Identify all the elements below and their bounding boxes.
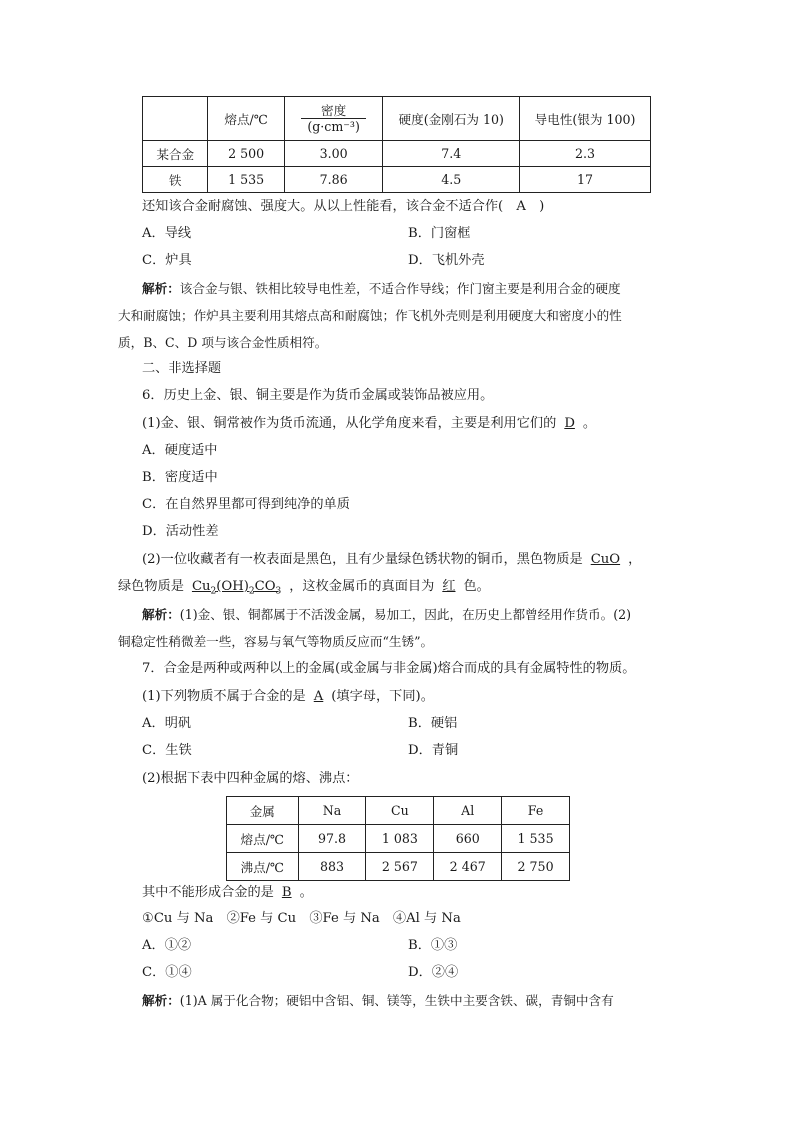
table-cell: 1 535 — [502, 825, 570, 853]
q5-stem-pre: 还知该合金耐腐蚀、强度大。从以上性能看，该合金不适合作( — [142, 199, 517, 214]
q7-option-d: D．青铜 — [408, 743, 459, 758]
table-row — [227, 825, 570, 853]
q7-part2: (2)根据下表中四种金属的熔、沸点： — [142, 771, 359, 786]
table-cell: 4.5 — [383, 167, 520, 193]
q5-option-a: A．导线 — [142, 226, 192, 241]
density-numerator: 密度 — [301, 103, 366, 119]
q6-part2-line2-mid: ，这枚金属币的真面目为 — [289, 579, 435, 594]
q6-analysis-line-2: 铜稳定性稍微差一些，容易与氧气等物质反应而“生锈”。 — [118, 634, 434, 649]
table-cell: Al — [434, 797, 502, 825]
q7-part2-q-post: 。 — [299, 885, 313, 900]
q7-part1-answer: A — [313, 689, 324, 704]
q5-analysis-line-2: 大和耐腐蚀；作炉具主要利用其熔点高和耐腐蚀；作飞机外壳则是利用硬度大和密度小的性 — [118, 308, 622, 323]
table-cell: 97.8 — [298, 825, 366, 853]
formula-subscript: 2 — [210, 586, 217, 597]
analysis-text: (1)A 属于化合物；硬铝中含铝、铜、镁等，生铁中主要含铁、碳，青铜中含有 — [179, 993, 614, 1008]
table-cell: Fe — [502, 797, 570, 825]
q6-part1-answer: D — [564, 416, 575, 431]
table-cell: 2 500 — [208, 141, 284, 167]
table-cell: 2 467 — [434, 853, 502, 881]
q6-option-c: C．在自然界里都可得到纯净的单质 — [142, 497, 350, 512]
table-row — [227, 853, 570, 881]
density-denominator: (g·cm⁻³) — [307, 119, 360, 134]
q7-part1-pre: (1)下列物质不属于合金的是 — [142, 689, 306, 704]
table-cell — [143, 97, 208, 141]
table-cell: 导电性(银为 100) — [520, 97, 651, 141]
section-heading: 二、非选择题 — [142, 361, 222, 376]
q6-part2-answer3: 红 — [442, 579, 456, 594]
q6-part2-line2-pre: 绿色物质是 — [118, 579, 184, 594]
metal-melting-boiling-table — [226, 796, 570, 881]
q5-option-d: D．飞机外壳 — [408, 253, 485, 268]
table-cell: 熔点/℃ — [227, 825, 299, 853]
analysis-text: (1)金、银、铜都属于不活泼金属，易加工，因此，在历史上都曾经用作货币。(2) — [179, 607, 632, 622]
q5-stem — [142, 198, 544, 216]
table-cell: 硬度(金刚石为 10) — [383, 97, 520, 141]
q7-option-b: B．硬铝 — [408, 716, 458, 731]
table-row — [143, 141, 651, 167]
formula-part: Cu — [191, 579, 211, 594]
table-cell: Na — [298, 797, 366, 825]
table-cell: 1 535 — [208, 167, 284, 193]
q5-analysis-line-1 — [142, 280, 621, 298]
analysis-text: 该合金与银、铁相比较导电性差，不适合作导线；作门窗主要是利用合金的硬度 — [179, 281, 621, 296]
q7-part2-q-pre: 其中不能形成合金的是 — [142, 885, 274, 900]
q7-analysis-line-1 — [142, 992, 614, 1010]
q6-part2-post1: ， — [628, 552, 642, 567]
q5-option-b: B．门窗框 — [408, 226, 471, 241]
q6-part2-line2-post: 色。 — [463, 579, 490, 594]
q6-part1 — [142, 415, 596, 433]
q5-stem-post: ) — [525, 199, 545, 214]
analysis-label: 解析： — [142, 993, 180, 1008]
table-cell: 铁 — [143, 167, 208, 193]
q7-part1-post: (填字母，下同)。 — [331, 689, 434, 704]
q5-option-c: C．炉具 — [142, 253, 192, 268]
table-row — [143, 167, 651, 193]
table-cell: 沸点/℃ — [227, 853, 299, 881]
q7-option-a: A．明矾 — [142, 716, 192, 731]
q6-stem: 6．历史上金、银、铜主要是作为货币金属或装饰品被应用。 — [142, 388, 494, 403]
q6-part2-pre: (2)一位收藏者有一枚表面是黑色，且有少量绿色锈状物的铜币，黑色物质是 — [142, 552, 583, 567]
density-fraction — [301, 103, 366, 134]
q7-option-c: C．生铁 — [142, 743, 192, 758]
table-cell: 17 — [520, 167, 651, 193]
table-header-row — [143, 97, 651, 141]
table-header-row — [227, 797, 570, 825]
q6-part2-line1 — [142, 551, 641, 569]
table-cell: 3.00 — [284, 141, 383, 167]
q7-part2-option-c: C．①④ — [142, 965, 192, 980]
q5-analysis-line-3: 质，B、C、D 项与该合金性质相符。 — [118, 335, 328, 350]
q6-part1-pre: (1)金、银、铜常被作为货币流通，从化学角度来看，主要是利用它们的 — [142, 416, 557, 431]
table-cell: 金属 — [227, 797, 299, 825]
alloy-property-table — [142, 96, 651, 193]
formula-subscript: 2 — [248, 586, 255, 597]
table-cell: 2 750 — [502, 853, 570, 881]
q6-option-d: D．活动性差 — [142, 524, 219, 539]
table-cell: 熔点/℃ — [208, 97, 284, 141]
q7-part2-q-answer: B — [281, 885, 292, 900]
q7-part2-option-a: A．①② — [142, 938, 192, 953]
table-cell: Cu — [366, 797, 434, 825]
q7-part2-question — [142, 884, 313, 902]
q6-part2-answer2 — [184, 579, 289, 597]
q7-stem: 7．合金是两种或两种以上的金属(或金属与非金属)熔合而成的具有金属特性的物质。 — [142, 661, 636, 676]
analysis-label: 解析： — [142, 607, 180, 622]
table-cell: 660 — [434, 825, 502, 853]
q6-part2-answer1: CuO — [590, 552, 621, 567]
density-header — [284, 97, 383, 141]
table-cell: 883 — [298, 853, 366, 881]
q7-part1 — [142, 688, 434, 706]
formula-subscript: 3 — [275, 586, 282, 597]
q5-answer: A — [516, 199, 526, 214]
formula-part: (OH) — [216, 579, 249, 594]
table-cell: 2.3 — [520, 141, 651, 167]
q6-part2-line2 — [118, 578, 490, 596]
q6-option-b: B．密度适中 — [142, 470, 218, 485]
q7-combos: ①Cu 与 Na ②Fe 与 Cu ③Fe 与 Na ④Al 与 Na — [142, 911, 461, 926]
table-cell: 某合金 — [143, 141, 208, 167]
table-cell: 1 083 — [366, 825, 434, 853]
table-cell: 7.86 — [284, 167, 383, 193]
q7-part2-option-b: B．①③ — [408, 938, 458, 953]
formula-part: CO — [254, 579, 276, 594]
q6-analysis-line-1 — [142, 606, 631, 624]
q7-part2-option-d: D．②④ — [408, 965, 459, 980]
q6-part1-post: 。 — [582, 416, 597, 431]
table-cell: 2 567 — [366, 853, 434, 881]
q6-option-a: A．硬度适中 — [142, 443, 218, 458]
table-cell: 7.4 — [383, 141, 520, 167]
analysis-label: 解析： — [142, 281, 180, 296]
